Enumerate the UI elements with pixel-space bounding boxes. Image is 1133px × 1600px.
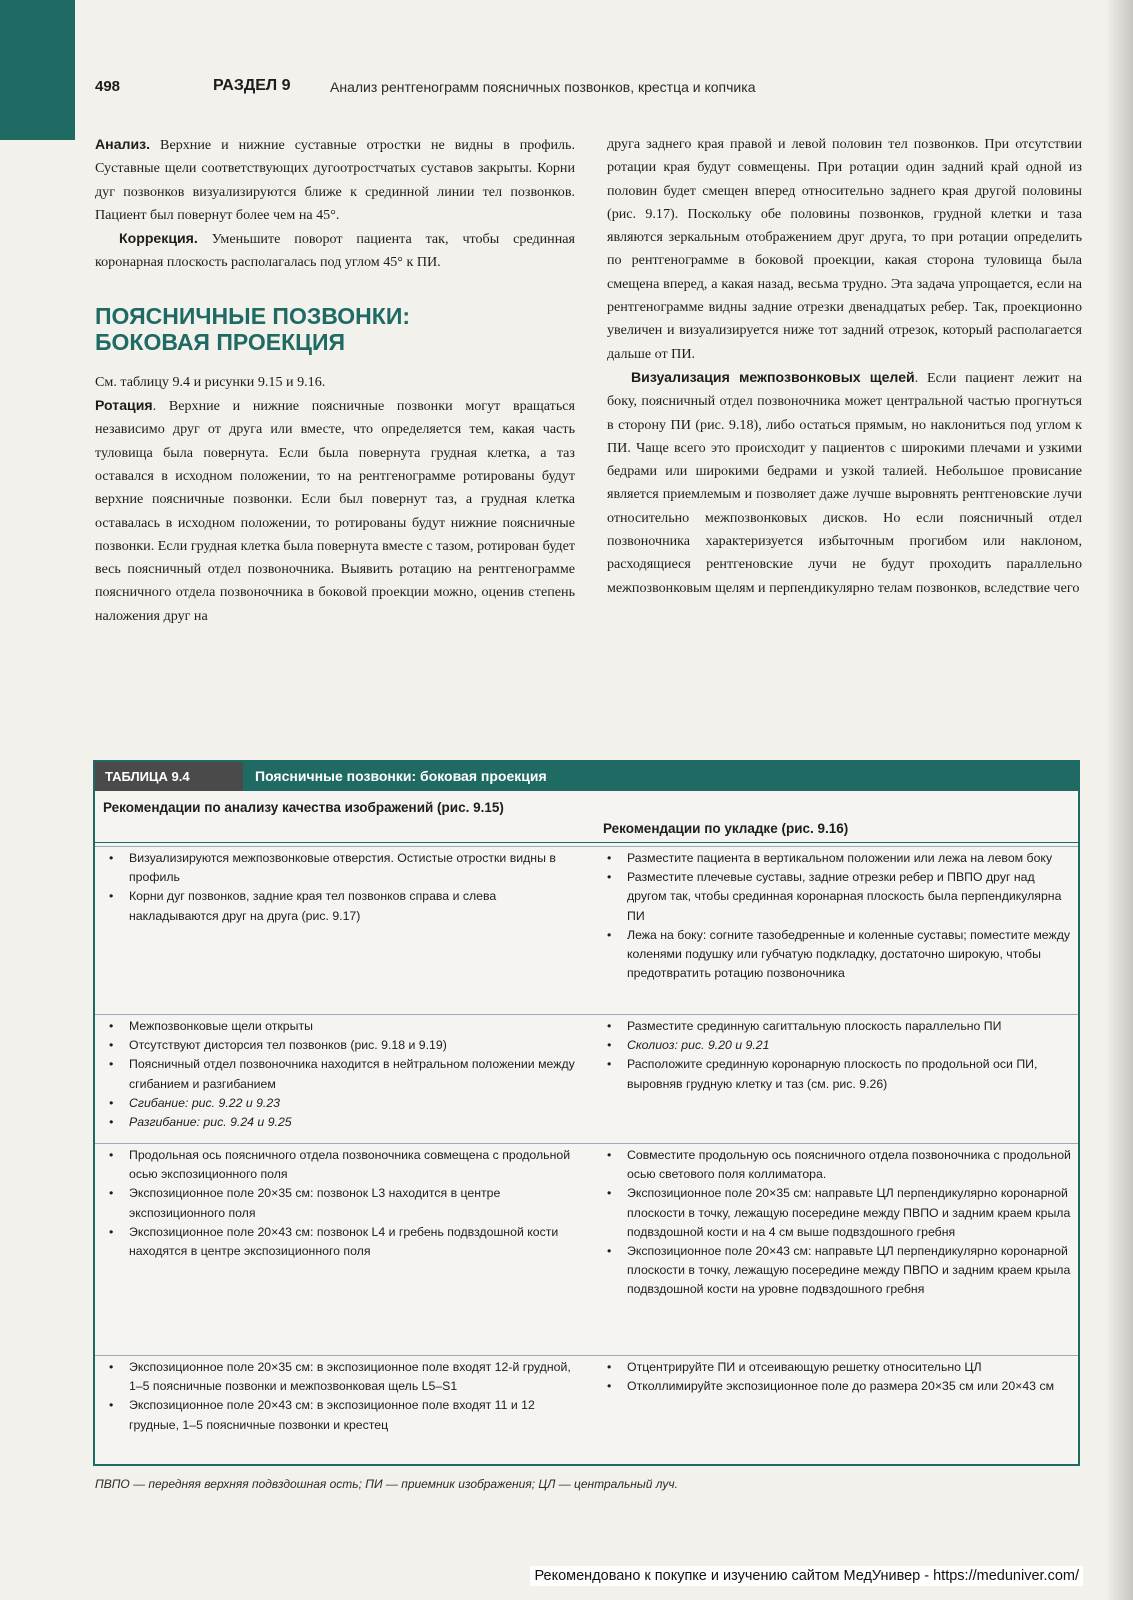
table-col-header-left: Рекомендации по анализу качества изображений (рис. 9.15)	[103, 800, 504, 815]
table-bullet: • Лежа на боку: согните тазобедренные и коленные суставы; поместите между коленями подушку или губчатую подкладку, достаточно широкую, чтобы предотвратить ротацию позвоночника	[603, 926, 1073, 984]
table-bullet: • Визуализируются межпозвонковые отверстия. Остистые отростки видны в профиль	[105, 849, 575, 887]
table-bullet: • Поясничный отдел позвоночника находится в нейтральном положении между сгибанием и разгибанием	[105, 1055, 575, 1093]
table-row	[95, 1014, 1078, 1130]
paragraph-rotation	[95, 394, 575, 628]
table-cell-left	[105, 847, 575, 926]
table-bullet: • Сколиоз: рис. 9.20 и 9.21	[603, 1036, 1073, 1055]
table-cell-right	[603, 847, 1073, 983]
table-header-rule	[95, 842, 1078, 843]
paragraph-analysis	[95, 133, 575, 227]
heading-line-2: БОКОВАЯ ПРОЕКЦИЯ	[95, 328, 346, 355]
table-bullet: • Разместите срединную сагиттальную плоскость параллельно ПИ	[603, 1017, 1073, 1036]
paragraph-correction	[95, 227, 575, 275]
section-title: Анализ рентгенограмм поясничных позвонков, крестца и копчика	[330, 79, 756, 95]
table-bullet: • Продольная ось поясничного отдела позвоночника совмещена с продольной осью экспозиционного поля	[105, 1146, 575, 1184]
runin-correction: Коррекция.	[119, 230, 198, 247]
paragraph-intervertebral	[607, 366, 1082, 600]
table-title-bar	[95, 762, 1078, 791]
table-bullet: • Отколлимируйте экспозиционное поле до размера 20×35 см или 20×43 см	[603, 1377, 1073, 1396]
heading-line-1: ПОЯСНИЧНЫЕ ПОЗВОНКИ:	[95, 302, 411, 329]
runin-rotation: Ротация	[95, 397, 153, 414]
table-9-4	[93, 760, 1080, 1466]
page-number: 498	[95, 78, 121, 95]
table-title: Поясничные позвонки: боковая проекция	[255, 768, 547, 784]
paragraph-rotation-cont: друга заднего края правой и левой половин тел позвонков. При отсутствии ротации края будут совмещены. При ротации один задний край одной из половин будет смещен вперед относительно заднего края другой половины (рис. 9.17). Поскольку обе половины позвонков, грудной клетки и таза являются зеркальным отображением друг друга, то при ротации определить по рентгенограмме в боковой проекции, какая сторона туловища была смещена вперед, а какая назад, весьма трудно. Эта задача упрощается, если на рентгенограмме видны задние отрезки двенадцатых ребер. Так, проекционно увеличен и визуализируется ниже тот задний отрезок, который располагается дальше от ПИ.	[607, 136, 1082, 362]
corner-color-tab	[0, 0, 75, 140]
table-cell-left	[105, 1144, 575, 1261]
table-bullet: • Экспозиционное поле 20×35 см: направьте ЦЛ перпендикулярно коронарной плоскости в точку, лежащую посередине между ПВПО и задним краем крыла подвздошной кости и на 4 см выше подвздошного гребня	[603, 1184, 1073, 1242]
paragraph-see-table: См. таблицу 9.4 и рисунки 9.15 и 9.16.	[95, 373, 326, 390]
book-spine-shadow	[1105, 0, 1133, 1600]
table-col-header-right: Рекомендации по укладке (рис. 9.16)	[603, 821, 849, 836]
promo-link[interactable]: Рекомендовано к покупке и изучению сайтом МедУнивер - https://meduniver.com/	[530, 1566, 1083, 1586]
text-rotation: . Верхние и нижние поясничные позвонки могут вращаться независимо друг от друга или вместе, что определяется тем, какая часть туловища была повернута. Если была повернута грудная клетка, а таз оставался в исходном положении, то на рентгенограмме ротированы будут верхние поясничные позвонки. Если был повернут таз, а грудная клетка оставалась в исходном положении, то ротированы будут нижние поясничные позвонки. Если грудная клетка была повернута вместе с тазом, ротирован будет весь поясничный отдел позвоночника. Выявить ротацию на рентгенограмме поясничного отдела позвоночника в боковой проекции можно, оценив степень наложения друг на	[95, 398, 575, 624]
table-row	[95, 1143, 1078, 1297]
section-heading	[95, 303, 575, 355]
table-bullet: • Экспозиционное поле 20×43 см: позвонок L4 и гребень подвздошной кости находятся в центре экспозиционного поля	[105, 1223, 575, 1261]
table-footnote: ПВПО — передняя верхняя подвздошная ость; ПИ — приемник изображения; ЦЛ — центральный луч.	[95, 1477, 678, 1491]
table-bullet: • Разгибание: рис. 9.24 и 9.25	[105, 1113, 575, 1132]
table-bullet: • Экспозиционное поле 20×43 см: направьте ЦЛ перпендикулярно коронарной плоскости в точку, лежащую посередине между ПВПО и задним краем крыла подвздошной кости на уровне подвздошного гребня	[603, 1242, 1073, 1300]
table-bullet: • Экспозиционное поле 20×43 см: в экспозиционное поле входят 11 и 12 грудные, 1–5 поясничные позвонки и крестец	[105, 1396, 575, 1434]
table-cell-left	[105, 1015, 575, 1132]
table-row	[95, 1355, 1078, 1432]
table-cell-left	[105, 1356, 575, 1435]
table-bullet: • Корни дуг позвонков, задние края тел позвонков справа и слева накладываются друг на друга (рис. 9.17)	[105, 887, 575, 925]
text-intervertebral: . Если пациент лежит на боку, поясничный отдел позвоночника может центральной частью прогнуться в сторону ПИ (рис. 9.18), либо остаться прямым, но наклониться под углом к ПИ. Чаще всего это происходит у пациентов с широкими плечами и узкими бедрами или широкими бедрами и узкой талией. Небольшое провисание является приемлемым и позволяет даже лучше выровнять рентгеновские лучи относительно межпозвонковых дисков. Но если поясничный отдел позвоночника характеризуется избыточным прогибом или наклоном, расходящиеся рентгеновские лучи не будут проходить параллельно межпозвонковым щелям и перпендикулярно телам позвонков, вследствие чего	[607, 369, 1082, 596]
table-bullet: • Межпозвонковые щели открыты	[105, 1017, 575, 1036]
table-bullet: • Отцентрируйте ПИ и отсеивающую решетку относительно ЦЛ	[603, 1358, 1073, 1377]
right-text-column	[607, 133, 1082, 600]
runin-analysis: Анализ.	[95, 136, 151, 152]
page-header	[95, 78, 1105, 104]
text-correction: Уменьшите поворот пациента так, чтобы срединная коронарная плоскость располагалась под углом 45° к ПИ.	[95, 231, 575, 271]
table-row	[95, 846, 1078, 981]
table-cell-right	[603, 1356, 1073, 1396]
table-bullet: • Сгибание: рис. 9.22 и 9.23	[105, 1094, 575, 1113]
runin-intervertebral: Визуализация межпозвонковых щелей	[631, 368, 915, 385]
table-bullet: • Расположите срединную коронарную плоскость по продольной оси ПИ, выровняв грудную клетку и таз (см. рис. 9.26)	[603, 1055, 1073, 1093]
table-bullet: • Экспозиционное поле 20×35 см: в экспозиционное поле входят 12-й грудной, 1–5 поясничные позвонки и межпозвонковая щель L5–S1	[105, 1358, 575, 1396]
table-bullet: • Разместите пациента в вертикальном положении или лежа на левом боку	[603, 849, 1073, 868]
table-cell-right	[603, 1015, 1073, 1094]
table-tag: ТАБЛИЦА 9.4	[95, 762, 243, 791]
table-bullet: • Разместите плечевые суставы, задние отрезки ребер и ПВПО друг над другом так, чтобы срединная коронарная плоскость была перпендикулярна ПИ	[603, 868, 1073, 926]
section-label: РАЗДЕЛ 9	[213, 77, 291, 94]
text-analysis: Верхние и нижние суставные отростки не видны в профиль. Суставные щели соответствующих дугоотростчатых суставов закрыты. Корни дуг позвонков визуализируются ближе к срединной линии тел позвонков. Пациент был повернут более чем на 45°.	[95, 137, 575, 223]
left-text-column	[95, 133, 575, 628]
table-bullet: • Экспозиционное поле 20×35 см: позвонок L3 находится в центре экспозиционного поля	[105, 1184, 575, 1222]
table-bullet: • Совместите продольную ось поясничного отдела позвоночника с продольной осью светового поля коллиматора.	[603, 1146, 1073, 1184]
table-cell-right	[603, 1144, 1073, 1300]
table-bullet: • Отсутствуют дисторсия тел позвонков (рис. 9.18 и 9.19)	[105, 1036, 575, 1055]
